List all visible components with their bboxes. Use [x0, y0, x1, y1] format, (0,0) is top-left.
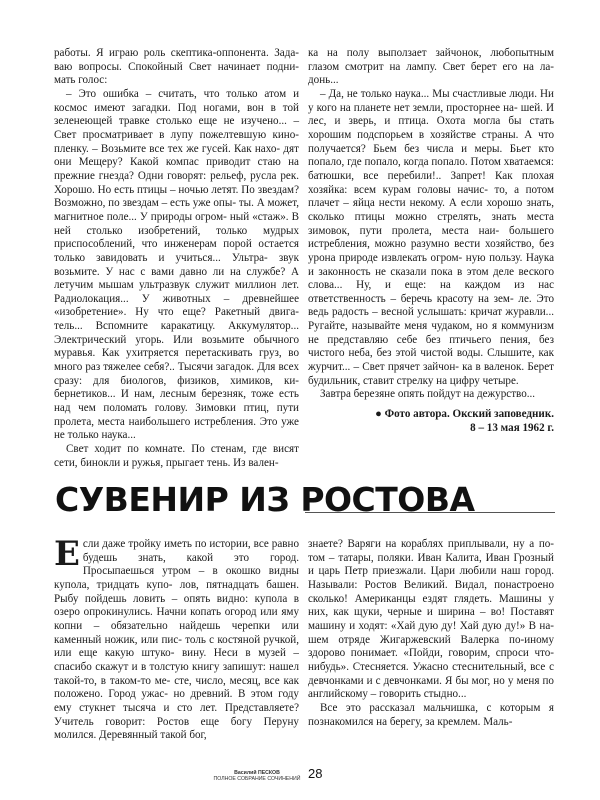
- paragraph: Все это рассказал мальчишка, с которым я познакомился на берегу, за кремлем. Маль-: [308, 701, 554, 728]
- section-title: СУВЕНИР ИЗ РОСТОВА: [55, 480, 475, 519]
- paragraph: ка на полу выползает зайчонок, любопытным глазом смотрит на лампу. Свет берет его на ла- донь...: [308, 47, 554, 87]
- paragraph: Если даже тройку иметь по истории, все равно будешь знать, какой это город. Просыпаешься утром – в окошко видны купола, тридцать купо- лов, пятнадцать башен. Рыбу пойдешь ловить – опять видно: купола в озеро опрокинулись. Начни копать огород или яму копни – обязательно найдешь черепки или каменный ножик, или пис- толь с костяной ручкой, или еще какую штуко- вину. Неси в музей – спасибо скажут и в толстую книгу запишут: нашел такой-то, в таком-то ме- сте, число, месяц, все как положено. Город ужас- но древний. В этом году ему стукнет тысяча и сто лет. Представляете? Учитель говорит: Ростов еще богу Перуну молился. Деревянный такой бог,: [54, 534, 300, 742]
- paragraph: работы. Я играю роль скептика-оппонента. Зада- ваю вопросы. Спокойный Свет начинает подни- мать голос:: [54, 47, 299, 87]
- author-name: Василий ПЕСКОВ: [234, 770, 280, 776]
- drop-cap: Е: [54, 534, 80, 574]
- paragraph: Свет ходит по комнате. По стенам, где висят сети, бинокли и ружья, прыгает тень. Из вален-: [54, 443, 299, 469]
- title-rule: [305, 512, 555, 513]
- photo-credit: ● Фото автора. Окский заповедник. 8 – 13 мая 1962 г.: [375, 408, 554, 434]
- paragraph: Завтра березяне опять пойдут на дежурство...: [320, 388, 536, 401]
- footer-author: [212, 770, 302, 782]
- paragraph: – Да, не только наука... Мы счастливые люди. Ни у кого на планете нет земли, просторнее на- шей. И лес, и зверь, и птица. Охота могла бы стать хорошим подспорьем в хозяйстве страны. А что получается? Бьем без числа и меры. Бьет кто попало, где попало, когда попало. Потом хватаемся: батюшки, все перебили!.. Запрет! Как плохая хозяйка: всем курам головы начис- то, а потом плачет – яйца нести некому. А если хорошо знать, сколько птицы можно стрелять, знать места зимовок, пути пролета, места наи- большего истребления, можно разумно вести хозяйство, без урона природе извлекать огром- ную пользу. Наука и законность не сказали пока в этом деле веского слова... Ну, и еще: на каждом из нас ответственность – беречь красоту на зем- ле. Это ведь радость – весной услышать: кричат журавли... Ругайте, называйте меня чудаком, но я коммунизм не представляю себе без птичьего пения, без чистого неба, без этой чистой воды. Слышите, как журчит... – Свет прячет зайчон- ка в валенок. Берет будильник, ставит стрелку на цифру четыре.: [308, 87, 555, 387]
- column-top-left: [54, 47, 299, 470]
- column-bottom-left: [54, 534, 300, 743]
- collection-name: ПОЛНОЕ СОБРАНИЕ СОЧИНЕНИЙ: [213, 776, 301, 782]
- page-number: 28: [308, 766, 323, 781]
- paragraph: – Это ошибка – считать, что только атом и космос имеют загадки. Под ногами, вон в той зеленеющей травке столько еще не изучено... – Свет просматривает в лупу пожелтевшую кино- пленку. – Возьмите все тех же гусей. Как нахо- дят они Мещеру? Какой компас приводит стаю на прежние гнезда? Одни говорят: рельеф, русла рек. Хорошо. Но есть птицы – ночью летят. По звездам? Возможно, по звездам – есть уже опы- ты. А может, магнитное поле... У природы огром- ный «стаж». В ней столько изобретений, только мудрых приспособлений, что инженерам порой остается только завидовать и учиться... Ультра- звук возьмите. У нас с вами давно ли на службе? А летучим мышам ультразвук служит миллион лет. Радиолокация... У животных – древнейшее «изобретение». Ну что еще? Ракетный двига- тель... Вспомните каракатицу. Аккумулятор... Электрический угорь. Или возьмите обычного муравья. Как ухитряется перетаскивать груз, во много раз тяжелее себя?.. Тысячи загадок. Для всех сразу: для биологов, физиков, химиков, ки- бернетиков... И нам, лесным березняк, тоже есть над чем поломать голову. Зимовки птиц, пути пролета, места наибольшего истребления. Это уже не только наука...: [54, 87, 300, 442]
- column-bottom-right: [308, 538, 554, 729]
- paragraph: знаете? Варяги на кораблях приплывали, ну а по- том – татары, поляки. Иван Калита, Иван Грозный и царь Петр приезжали. Цари любили наш город. Называли: Ростов Великий. Видал, понастроено сколько! Американцы ездят глядеть. Машины у них, как щуки, черные и ширина – во! Поставят машину и ходят: «Хай дую ду! Хай дую ду!» В на- шем отряде Жигаржевский Валерка по-иному здорово понимает. «Пойди, говорим, спроси что- нибудь». Стесняется. Ужасно стеснительный, все с девчонками и с девчонками. Я бы мог, но у меня по английскому – говорить стыдно...: [308, 538, 554, 701]
- column-top-right: [308, 47, 554, 435]
